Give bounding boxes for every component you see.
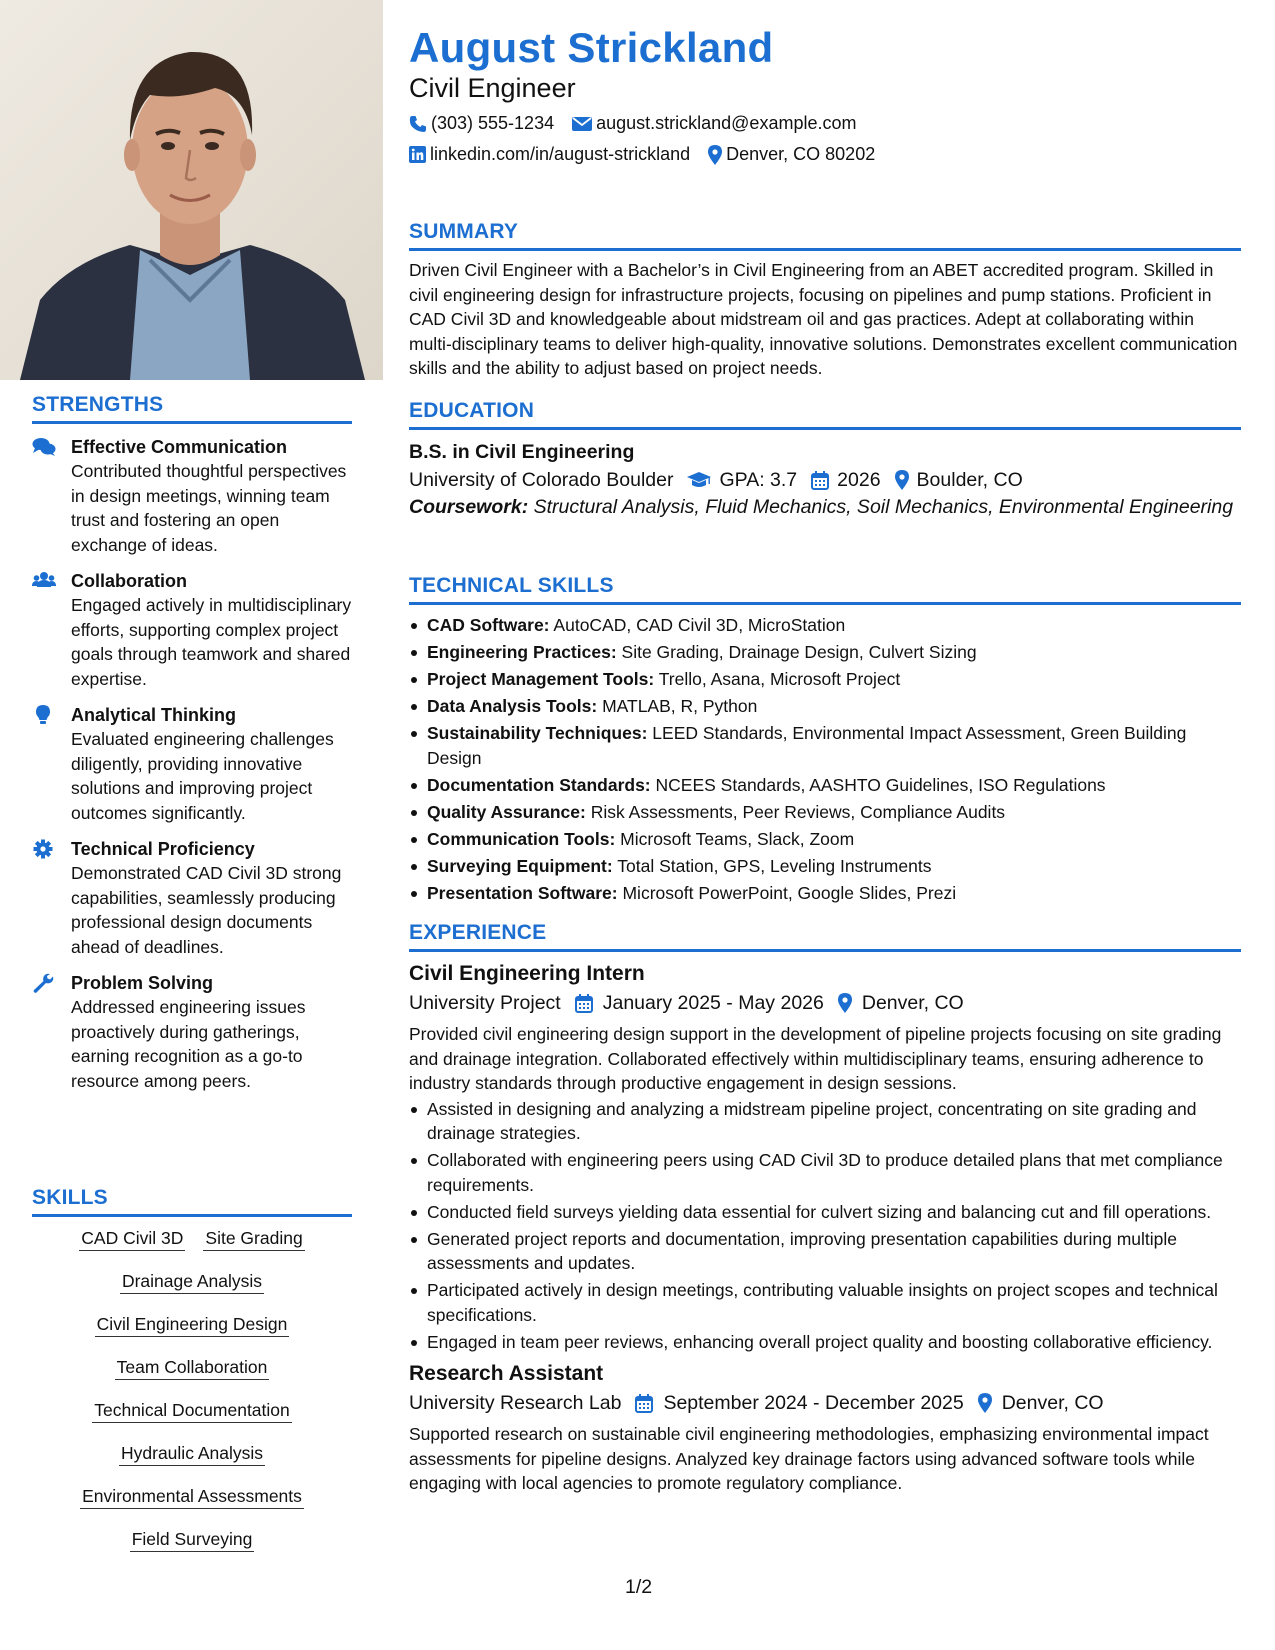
strength-item: [32, 703, 352, 825]
job-location-item: [978, 1388, 1104, 1418]
technical-skill-item: [409, 667, 1241, 692]
strength-item: [32, 837, 352, 959]
job-entry: [409, 960, 1241, 1354]
gear-icon: [32, 839, 56, 859]
job-meta: [409, 1388, 1241, 1418]
strength-title: Effective Communication: [71, 437, 288, 457]
job-bullet: Engaged in team peer reviews, enhancing overall project quality and boosting collaborative efficiency.: [409, 1330, 1241, 1355]
technical-skill-value: Microsoft Teams, Slack, Zoom: [620, 828, 855, 849]
sidebar: [0, 0, 383, 1650]
strengths-section: [32, 393, 352, 1093]
school-name: University of Colorado Boulder: [409, 469, 674, 491]
experience-section: [409, 921, 1241, 1496]
phone-contact[interactable]: [409, 113, 554, 134]
job-location: Denver, CO: [861, 992, 964, 1014]
linkedin-icon: [409, 146, 426, 163]
skill-tag: Civil Engineering Design: [95, 1313, 290, 1337]
contact-row: [409, 113, 874, 134]
graduation-cap-icon: [687, 471, 711, 489]
experience-heading: EXPERIENCE: [409, 921, 1241, 952]
job-title: Research Assistant: [409, 1362, 604, 1385]
skill-tag: Hydraulic Analysis: [119, 1442, 265, 1466]
job-dates-item: [575, 988, 824, 1018]
technical-skill-value: MATLAB, R, Python: [602, 696, 758, 716]
skill-tag: Field Surveying: [130, 1528, 255, 1552]
coursework: [409, 495, 1241, 519]
technical-skill-value: Total Station, GPS, Leveling Instruments: [617, 855, 932, 876]
email-text: august.strickland@example.com: [596, 113, 857, 133]
technical-skill-label: Project Management Tools:: [427, 669, 655, 689]
job-meta: [409, 988, 1241, 1018]
job-org: University Project: [409, 992, 561, 1014]
technical-skill-value: Trello, Asana, Microsoft Project: [658, 669, 901, 689]
strengths-heading: STRENGTHS: [32, 393, 352, 424]
phone-text: (303) 555-1234: [431, 113, 555, 133]
job-summary: Supported research on sustainable civil engineering methodologies, emphasizing environmental impact assessments for pipeline designs. Analyzed key drainage factors using advanced software tools while engaging with local agencies to promote regulatory compliance.: [409, 1424, 1209, 1493]
strength-description: Addressed engineering issues proactively during gatherings, earning recognition as a go-to resource among peers.: [71, 997, 306, 1091]
education-meta: [409, 465, 1241, 495]
gpa-item: [687, 465, 797, 495]
linkedin-contact[interactable]: [409, 144, 690, 165]
strength-description: Evaluated engineering challenges diligently, providing innovative solutions and improving project outcomes significantly.: [71, 729, 334, 823]
envelope-icon: [572, 116, 592, 132]
skill-tag: Environmental Assessments: [80, 1485, 304, 1509]
skills-section: [32, 1186, 352, 1571]
job-location-item: [838, 988, 964, 1018]
technical-skill-value: AutoCAD, CAD Civil 3D, MicroStation: [553, 615, 846, 635]
job-location: Denver, CO: [1001, 1392, 1104, 1414]
technical-skill-label: Communication Tools:: [427, 828, 616, 849]
calendar-icon: [811, 471, 829, 490]
email-contact[interactable]: [572, 113, 856, 134]
technical-skill-item: [409, 721, 1241, 770]
coursework-label: Coursework:: [409, 496, 529, 518]
technical-skill-item: [409, 827, 1241, 852]
strength-item: [32, 569, 352, 691]
skill-tag: CAD Civil 3D: [79, 1227, 185, 1251]
page-number: 1/2: [625, 1576, 653, 1598]
technical-skill-item: [409, 854, 1241, 879]
technical-skill-item: [409, 800, 1241, 825]
summary-heading: SUMMARY: [409, 220, 1241, 251]
map-pin-icon: [708, 145, 722, 165]
strength-item: [32, 971, 352, 1093]
technical-skill-label: Presentation Software:: [427, 882, 618, 903]
comments-icon: [32, 437, 56, 457]
technical-skill-label: Quality Assurance:: [427, 801, 586, 822]
phone-icon: [409, 115, 427, 133]
strength-title: Analytical Thinking: [71, 705, 237, 725]
degree-title: B.S. in Civil Engineering: [409, 441, 635, 463]
technical-skills-section: [409, 574, 1241, 908]
skills-heading: SKILLS: [32, 1186, 352, 1217]
candidate-role: Civil Engineer: [409, 73, 576, 103]
edu-location-item: [895, 465, 1023, 495]
contact-row-2: [409, 144, 893, 165]
candidate-name: August Strickland: [409, 24, 774, 71]
technical-skill-item: [409, 640, 1241, 665]
strength-description: Engaged actively in multidisciplinary efforts, supporting complex project goals through teamwork and shared expertise.: [71, 595, 352, 689]
job-bullet: Collaborated with engineering peers using CAD Civil 3D to produce detailed plans that met compliance requirements.: [409, 1148, 1241, 1197]
profile-photo: [0, 0, 383, 380]
location-contact: [708, 144, 875, 165]
technical-skill-label: Engineering Practices:: [427, 642, 617, 662]
skill-tag: Drainage Analysis: [120, 1270, 264, 1294]
job-summary: Provided civil engineering design support in the development of pipeline projects focusing on site grading and drainage integration. Collaborated effectively within multidisciplinary teams, ensuring adherence to industry standards through productive engagement in design sessions.: [409, 1024, 1222, 1093]
technical-skill-value: Site Grading, Drainage Design, Culvert Sizing: [621, 642, 977, 662]
strength-title: Technical Proficiency: [71, 839, 255, 859]
strength-description: Demonstrated CAD Civil 3D strong capabilities, seamlessly producing professional design documents ahead of deadlines.: [71, 863, 342, 957]
job-dates: January 2025 - May 2026: [602, 992, 824, 1014]
job-bullet: Conducted field surveys yielding data essential for culvert sizing and balancing cut and fill operations.: [409, 1200, 1241, 1225]
users-icon: [32, 571, 56, 591]
coursework-text: Structural Analysis, Fluid Mechanics, Soil Mechanics, Environmental Engineering: [533, 496, 1234, 518]
calendar-icon: [575, 994, 593, 1013]
year-item: [811, 465, 880, 495]
summary-section: [409, 220, 1241, 381]
technical-skill-label: Surveying Equipment:: [427, 855, 613, 876]
job-dates: September 2024 - December 2025: [663, 1392, 964, 1414]
technical-skill-label: Documentation Standards:: [427, 774, 651, 795]
strength-description: Contributed thoughtful perspectives in design meetings, winning team trust and fostering an open exchange of ideas.: [71, 461, 347, 555]
strength-title: Collaboration: [71, 571, 187, 591]
technical-skills-heading: TECHNICAL SKILLS: [409, 574, 1241, 605]
education-heading: EDUCATION: [409, 399, 1241, 430]
skill-tag: Team Collaboration: [115, 1356, 270, 1380]
technical-skill-item: [409, 694, 1241, 719]
technical-skills-list: [409, 613, 1241, 905]
job-bullets: [409, 1097, 1241, 1355]
job-bullet: Generated project reports and documentation, improving presentation capabilities during multiple assessments and updates.: [409, 1227, 1241, 1276]
education-section: [409, 399, 1241, 519]
job-entry: [409, 1360, 1241, 1496]
map-pin-icon: [838, 993, 852, 1013]
calendar-icon: [635, 1394, 653, 1413]
lightbulb-icon: [32, 705, 56, 725]
strength-item: [32, 435, 352, 557]
job-org: University Research Lab: [409, 1392, 622, 1414]
location-text: Denver, CO 80202: [726, 144, 876, 164]
job-dates-item: [635, 1388, 963, 1418]
technical-skill-item: [409, 881, 1241, 906]
technical-skill-value: Risk Assessments, Peer Reviews, Compliance Audits: [590, 801, 1006, 822]
summary-text: Driven Civil Engineer with a Bachelor’s in Civil Engineering from an ABET accredited program. Skilled in civil engineering design for infrastructure projects, focusing on pipelines and pump stations. Proficient in CAD Civil 3D and knowledgeable about midstream oil and gas practices. Adept at collaborating within multi-disciplinary teams to deliver high-quality, innovative solutions. Demonstrates excellent communication skills and the ability to adjust based on project needs.: [409, 260, 1238, 378]
linkedin-text: linkedin.com/in/august-strickland: [430, 144, 691, 164]
map-pin-icon: [895, 470, 909, 490]
technical-skill-label: Sustainability Techniques:: [427, 723, 648, 743]
map-pin-icon: [978, 1393, 992, 1413]
gpa-text: GPA: 3.7: [719, 469, 798, 491]
year-text: 2026: [837, 469, 881, 491]
skill-tag: Technical Documentation: [92, 1399, 292, 1423]
edu-location-text: Boulder, CO: [916, 469, 1023, 491]
technical-skill-label: CAD Software:: [427, 615, 550, 635]
job-bullet: Assisted in designing and analyzing a midstream pipeline project, concentrating on site grading and drainage strategies.: [409, 1097, 1241, 1146]
job-title: Civil Engineering Intern: [409, 962, 645, 985]
technical-skill-label: Data Analysis Tools:: [427, 696, 598, 716]
skills-list: [32, 1217, 352, 1552]
technical-skill-value: NCEES Standards, AASHTO Guidelines, ISO Regulations: [655, 774, 1106, 795]
skill-tag: Site Grading: [203, 1227, 304, 1251]
job-bullet: Participated actively in design meetings, contributing valuable insights on project scopes and technical specifications.: [409, 1278, 1241, 1327]
wrench-icon: [32, 973, 56, 993]
technical-skill-value: Microsoft PowerPoint, Google Slides, Prezi: [622, 882, 957, 903]
technical-skill-item: [409, 613, 1241, 638]
technical-skill-item: [409, 773, 1241, 798]
strength-title: Problem Solving: [71, 973, 214, 993]
technical-skill-value: LEED Standards, Environmental Impact Assessment, Green Building Design: [427, 723, 1187, 768]
